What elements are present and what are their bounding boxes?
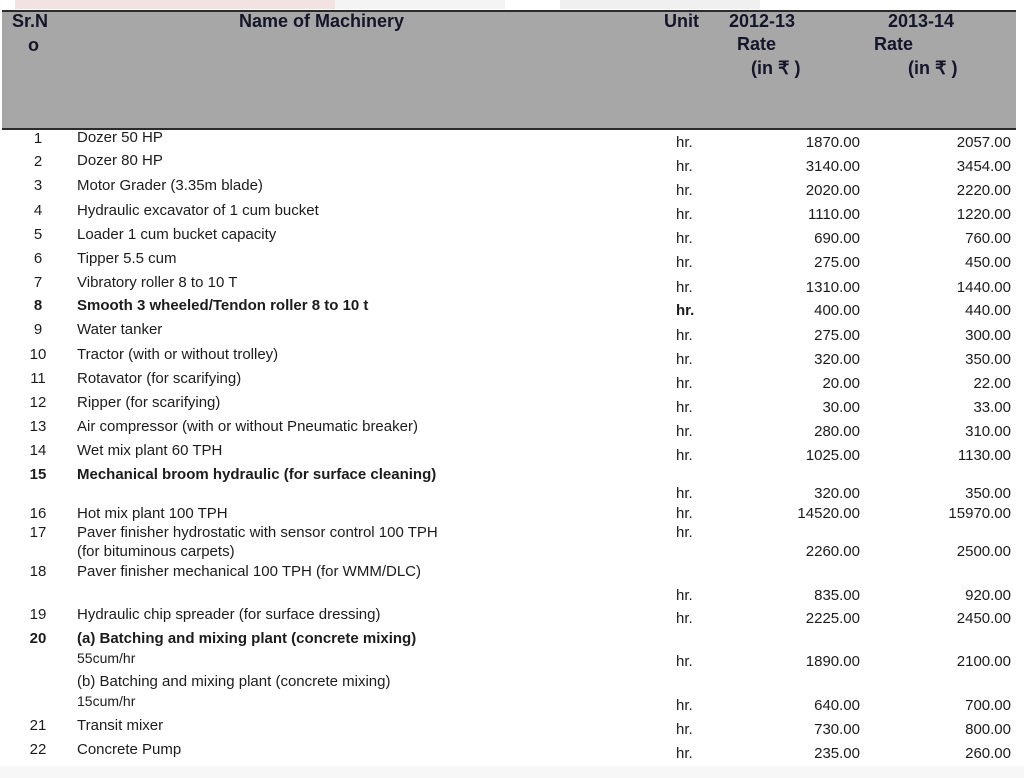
row-sr: 12: [29, 394, 47, 411]
row-unit: hr.: [676, 721, 693, 738]
row-name: Wet mix plant 60 TPH: [77, 442, 223, 459]
row-unit: hr.: [676, 375, 693, 392]
row-sr: 17: [29, 524, 47, 541]
row-rate-2012: 235.00: [814, 745, 860, 762]
row-name: Smooth 3 wheeled/Tendon roller 8 to 10 t: [77, 297, 369, 314]
row-rate-2013: 450.00: [965, 254, 1011, 271]
row-rate-2013: 920.00: [965, 587, 1011, 604]
row-name: Paver finisher mechanical 100 TPH (for WMM/DLC): [77, 563, 421, 580]
row-name: Hydraulic excavator of 1 cum bucket: [77, 202, 319, 219]
row-rate-2012: 1110.00: [808, 206, 860, 223]
row-unit: hr.: [676, 327, 693, 344]
row-sr: 6: [33, 250, 43, 267]
row-unit: hr.: [676, 134, 693, 151]
row-rate-2012: 690.00: [814, 230, 860, 247]
row-name: Air compressor (with or without Pneumatic breaker): [77, 418, 418, 435]
row-name: Hot mix plant 100 TPH: [77, 505, 228, 522]
row-unit: hr.: [676, 351, 693, 368]
row-name: Rotavator (for scarifying): [77, 370, 242, 387]
row-unit: hr.: [676, 206, 693, 223]
row-name: Tipper 5.5 cum: [77, 250, 177, 267]
row-rate-2012: 20.00: [822, 375, 860, 392]
row-rate-2013: 2100.00: [956, 653, 1011, 670]
row-sr: 15: [29, 466, 47, 483]
row-rate-2013: 300.00: [965, 327, 1011, 344]
row-name: (a) Batching and mixing plant (concrete mixing): [77, 630, 417, 647]
row-rate-2012: 2225.00: [805, 610, 860, 627]
row-rate-2013: 2220.00: [956, 182, 1011, 199]
row-sr: 4: [33, 202, 43, 219]
row-rate-2013: 15970.00: [948, 505, 1011, 522]
row-unit: hr.: [676, 399, 693, 416]
row-rate-2012: 2260.00: [805, 543, 860, 560]
header-unit: Unit: [664, 11, 699, 31]
row-name: Motor Grader (3.35m blade): [77, 177, 263, 194]
row-rate-2013: 1130.00: [957, 447, 1011, 464]
row-unit: hr.: [676, 182, 693, 199]
row-name: Vibratory roller 8 to 10 T: [77, 274, 238, 291]
row-rate-2013: 1220.00: [956, 206, 1011, 223]
row-name-cont: 55cum/hr: [77, 650, 136, 666]
header-rate-2013-unit: (in ₹ ): [908, 58, 958, 78]
row-rate-2013: 760.00: [965, 230, 1011, 247]
row-rate-2012: 275.00: [814, 327, 860, 344]
row-sr: 10: [29, 346, 47, 363]
row-name-cont: (for bituminous carpets): [77, 543, 235, 560]
header-rate-2012-rate: Rate: [737, 34, 777, 54]
row-name: Transit mixer: [77, 717, 164, 734]
row-unit: hr.: [676, 505, 693, 522]
row-rate-2012: 2020.00: [805, 182, 860, 199]
row-sr: 13: [29, 418, 47, 435]
watermark-band: [335, 0, 505, 9]
row-unit: hr.: [676, 697, 693, 714]
row-sr: 1: [33, 130, 43, 147]
row-sr: 14: [29, 442, 47, 459]
row-name: Paver finisher hydrostatic with sensor control 100 TPH: [77, 524, 438, 541]
row-sr: 8: [33, 297, 43, 314]
row-sr: 2: [33, 153, 43, 170]
header-sr-no-cont: o: [28, 35, 39, 55]
row-name: Ripper (for scarifying): [77, 394, 221, 411]
row-rate-2012: 1310.00: [805, 279, 860, 296]
header-name: Name of Machinery: [239, 11, 405, 31]
row-sr: 16: [29, 505, 47, 522]
row-unit: hr.: [676, 279, 693, 296]
watermark-band: [560, 0, 760, 9]
row-sr: 21: [29, 717, 47, 734]
row-rate-2013: 700.00: [965, 697, 1011, 714]
row-name: Hydraulic chip spreader (for surface dressing): [77, 606, 381, 623]
row-rate-2013: 310.00: [965, 423, 1011, 440]
row-name: Concrete Pump: [77, 741, 182, 758]
page-bottom-edge: [0, 766, 1024, 778]
header-rate-2012-year: 2012-13: [729, 11, 796, 31]
row-rate-2013: 440.00: [965, 302, 1011, 319]
row-sr: 20: [29, 630, 47, 647]
row-sr: 3: [33, 177, 43, 194]
header-rate-2013-rate: Rate: [874, 34, 914, 54]
row-rate-2013: 3454.00: [956, 158, 1011, 175]
table-header: [2, 10, 1016, 130]
row-rate-2012: 320.00: [814, 351, 860, 368]
row-name: Dozer 80 HP: [77, 152, 163, 169]
row-name-cont: 15cum/hr: [77, 693, 136, 709]
row-unit: hr.: [676, 524, 693, 541]
row-rate-2013: 33.00: [973, 399, 1011, 416]
row-rate-2013: 2450.00: [956, 610, 1011, 627]
row-name: Loader 1 cum bucket capacity: [77, 226, 277, 243]
row-rate-2013: 800.00: [965, 721, 1011, 738]
row-rate-2013: 22.00: [973, 375, 1011, 392]
row-rate-2012: 320.00: [814, 485, 860, 502]
row-rate-2012: 640.00: [814, 697, 860, 714]
row-name: (b) Batching and mixing plant (concrete mixing): [77, 673, 391, 690]
row-unit: hr.: [676, 230, 693, 247]
row-sr: 5: [33, 226, 43, 243]
row-unit: hr.: [676, 302, 695, 319]
row-sr: 22: [29, 741, 47, 758]
row-rate-2012: 730.00: [814, 721, 860, 738]
row-rate-2012: 835.00: [814, 587, 860, 604]
header-sr-no: Sr.N: [12, 11, 49, 31]
row-rate-2012: 1870.00: [805, 134, 860, 151]
row-rate-2013: 1440.00: [956, 279, 1011, 296]
row-sr: 19: [29, 606, 47, 623]
row-rate-2012: 1025.00: [805, 447, 860, 464]
row-rate-2012: 30.00: [822, 399, 860, 416]
row-rate-2012: 280.00: [814, 423, 860, 440]
row-rate-2013: 260.00: [965, 745, 1011, 762]
header-rate-2013-year: 2013-14: [888, 11, 955, 31]
row-rate-2012: 275.00: [814, 254, 860, 271]
row-unit: hr.: [676, 485, 693, 502]
row-rate-2013: 350.00: [965, 351, 1011, 368]
row-rate-2012: 3140.00: [805, 158, 860, 175]
row-unit: hr.: [676, 587, 693, 604]
row-rate-2012: 14520.00: [797, 505, 860, 522]
header-rate-2012-unit: (in ₹ ): [751, 58, 801, 78]
row-rate-2012: 1890.00: [805, 653, 860, 670]
row-rate-2013: 350.00: [965, 485, 1011, 502]
row-unit: hr.: [676, 158, 693, 175]
row-rate-2012: 400.00: [814, 302, 860, 319]
row-unit: hr.: [676, 745, 693, 762]
row-unit: hr.: [676, 610, 693, 627]
row-unit: hr.: [676, 447, 693, 464]
row-rate-2013: 2057.00: [956, 134, 1011, 151]
row-rate-2013: 2500.00: [956, 543, 1011, 560]
row-sr: 11: [30, 370, 46, 387]
row-sr: 9: [33, 321, 43, 338]
watermark-band: [15, 0, 335, 9]
row-unit: hr.: [676, 653, 693, 670]
row-name: Water tanker: [77, 321, 163, 338]
row-unit: hr.: [676, 423, 693, 440]
row-sr: 7: [33, 274, 43, 291]
row-name: Dozer 50 HP: [77, 129, 163, 146]
row-name: Tractor (with or without trolley): [77, 346, 279, 363]
row-name: Mechanical broom hydraulic (for surface cleaning): [77, 466, 437, 483]
row-sr: 18: [29, 563, 47, 580]
row-unit: hr.: [676, 254, 693, 271]
